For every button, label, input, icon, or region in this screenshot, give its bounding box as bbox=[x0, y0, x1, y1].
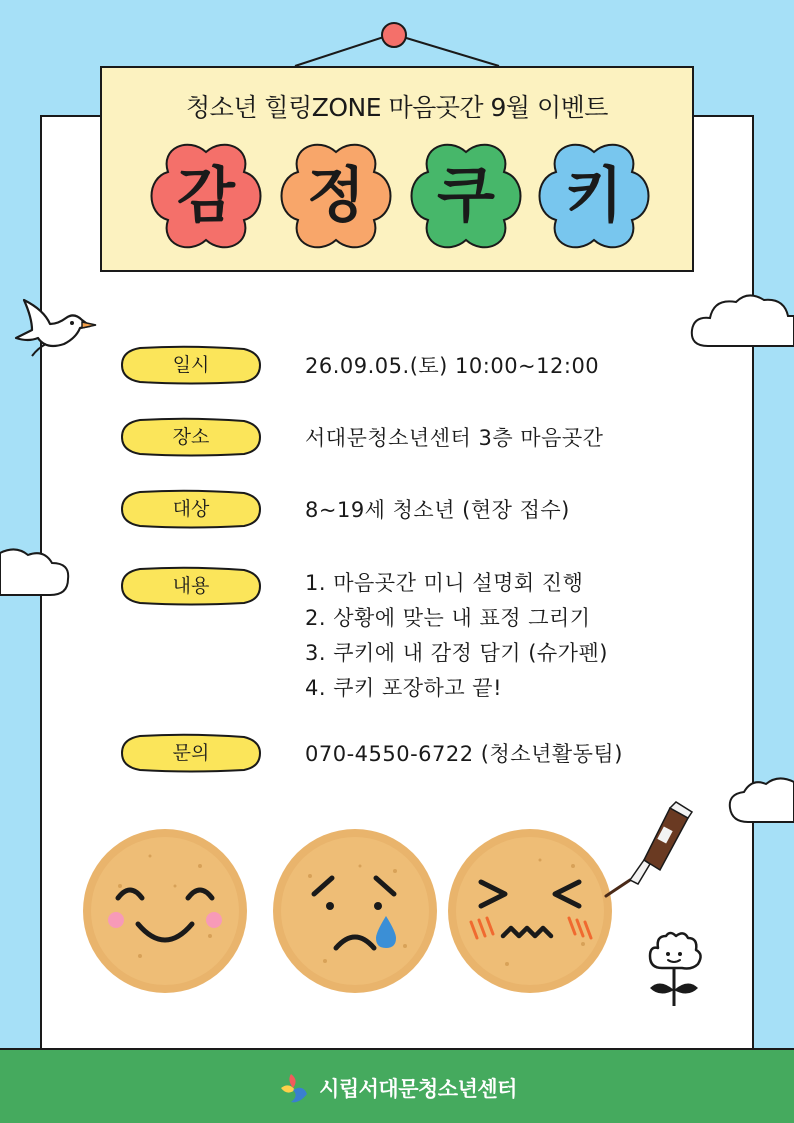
target-label-pill bbox=[120, 489, 262, 529]
title-flower bbox=[536, 138, 652, 254]
date-label-pill bbox=[120, 345, 262, 385]
place-label: 장소 bbox=[172, 426, 210, 448]
content-label-pill bbox=[120, 566, 262, 606]
angry-cookie bbox=[445, 826, 615, 996]
date-value: 26.09.05.(토) 10:00~12:00 bbox=[305, 354, 600, 378]
cloud-icon bbox=[688, 290, 794, 354]
date-label: 일시 bbox=[172, 354, 210, 376]
title-char: 정 bbox=[307, 161, 365, 231]
contact-value: 070-4550-6722 (청소년활동팀) bbox=[305, 742, 623, 766]
flower-doodle-icon bbox=[640, 928, 712, 1012]
content-list bbox=[305, 566, 608, 706]
smiling-cookie bbox=[80, 826, 250, 996]
content-label: 내용 bbox=[172, 575, 210, 597]
organization-name: 시립서대문청소년센터 bbox=[319, 1076, 517, 1101]
content-item: 1. 마음곳간 미니 설명회 진행 bbox=[305, 571, 584, 595]
title-char: 감 bbox=[177, 161, 235, 231]
content-item: 2. 상황에 맞는 내 표정 그리기 bbox=[305, 606, 591, 630]
target-value: 8~19세 청소년 (현장 접수) bbox=[305, 498, 570, 522]
sugar-pen-icon bbox=[600, 800, 700, 910]
title-char: 쿠 bbox=[437, 161, 495, 231]
title-flower bbox=[148, 138, 264, 254]
content-item: 4. 쿠키 포장하고 끝! bbox=[305, 676, 502, 700]
place-label-pill bbox=[120, 417, 262, 457]
title-char: 키 bbox=[565, 161, 623, 231]
place-value: 서대문청소년센터 3층 마음곳간 bbox=[305, 426, 604, 450]
cloud-icon bbox=[0, 545, 72, 601]
cloud-icon bbox=[726, 772, 794, 828]
contact-label-pill bbox=[120, 733, 262, 773]
content-item: 3. 쿠키에 내 감정 담기 (슈가펜) bbox=[305, 641, 608, 665]
title-box bbox=[100, 66, 694, 272]
contact-label: 문의 bbox=[172, 742, 210, 764]
title-flower bbox=[278, 138, 394, 254]
logo-icon bbox=[277, 1070, 313, 1106]
bird-icon bbox=[10, 292, 100, 364]
title-flower bbox=[408, 138, 524, 254]
event-subtitle: 청소년 힐링ZONE 마음곳간 9월 이벤트 bbox=[186, 93, 608, 122]
target-label: 대상 bbox=[172, 498, 210, 520]
pin-icon bbox=[379, 20, 409, 50]
footer-bar bbox=[0, 1048, 794, 1123]
sad-cookie bbox=[270, 826, 440, 996]
